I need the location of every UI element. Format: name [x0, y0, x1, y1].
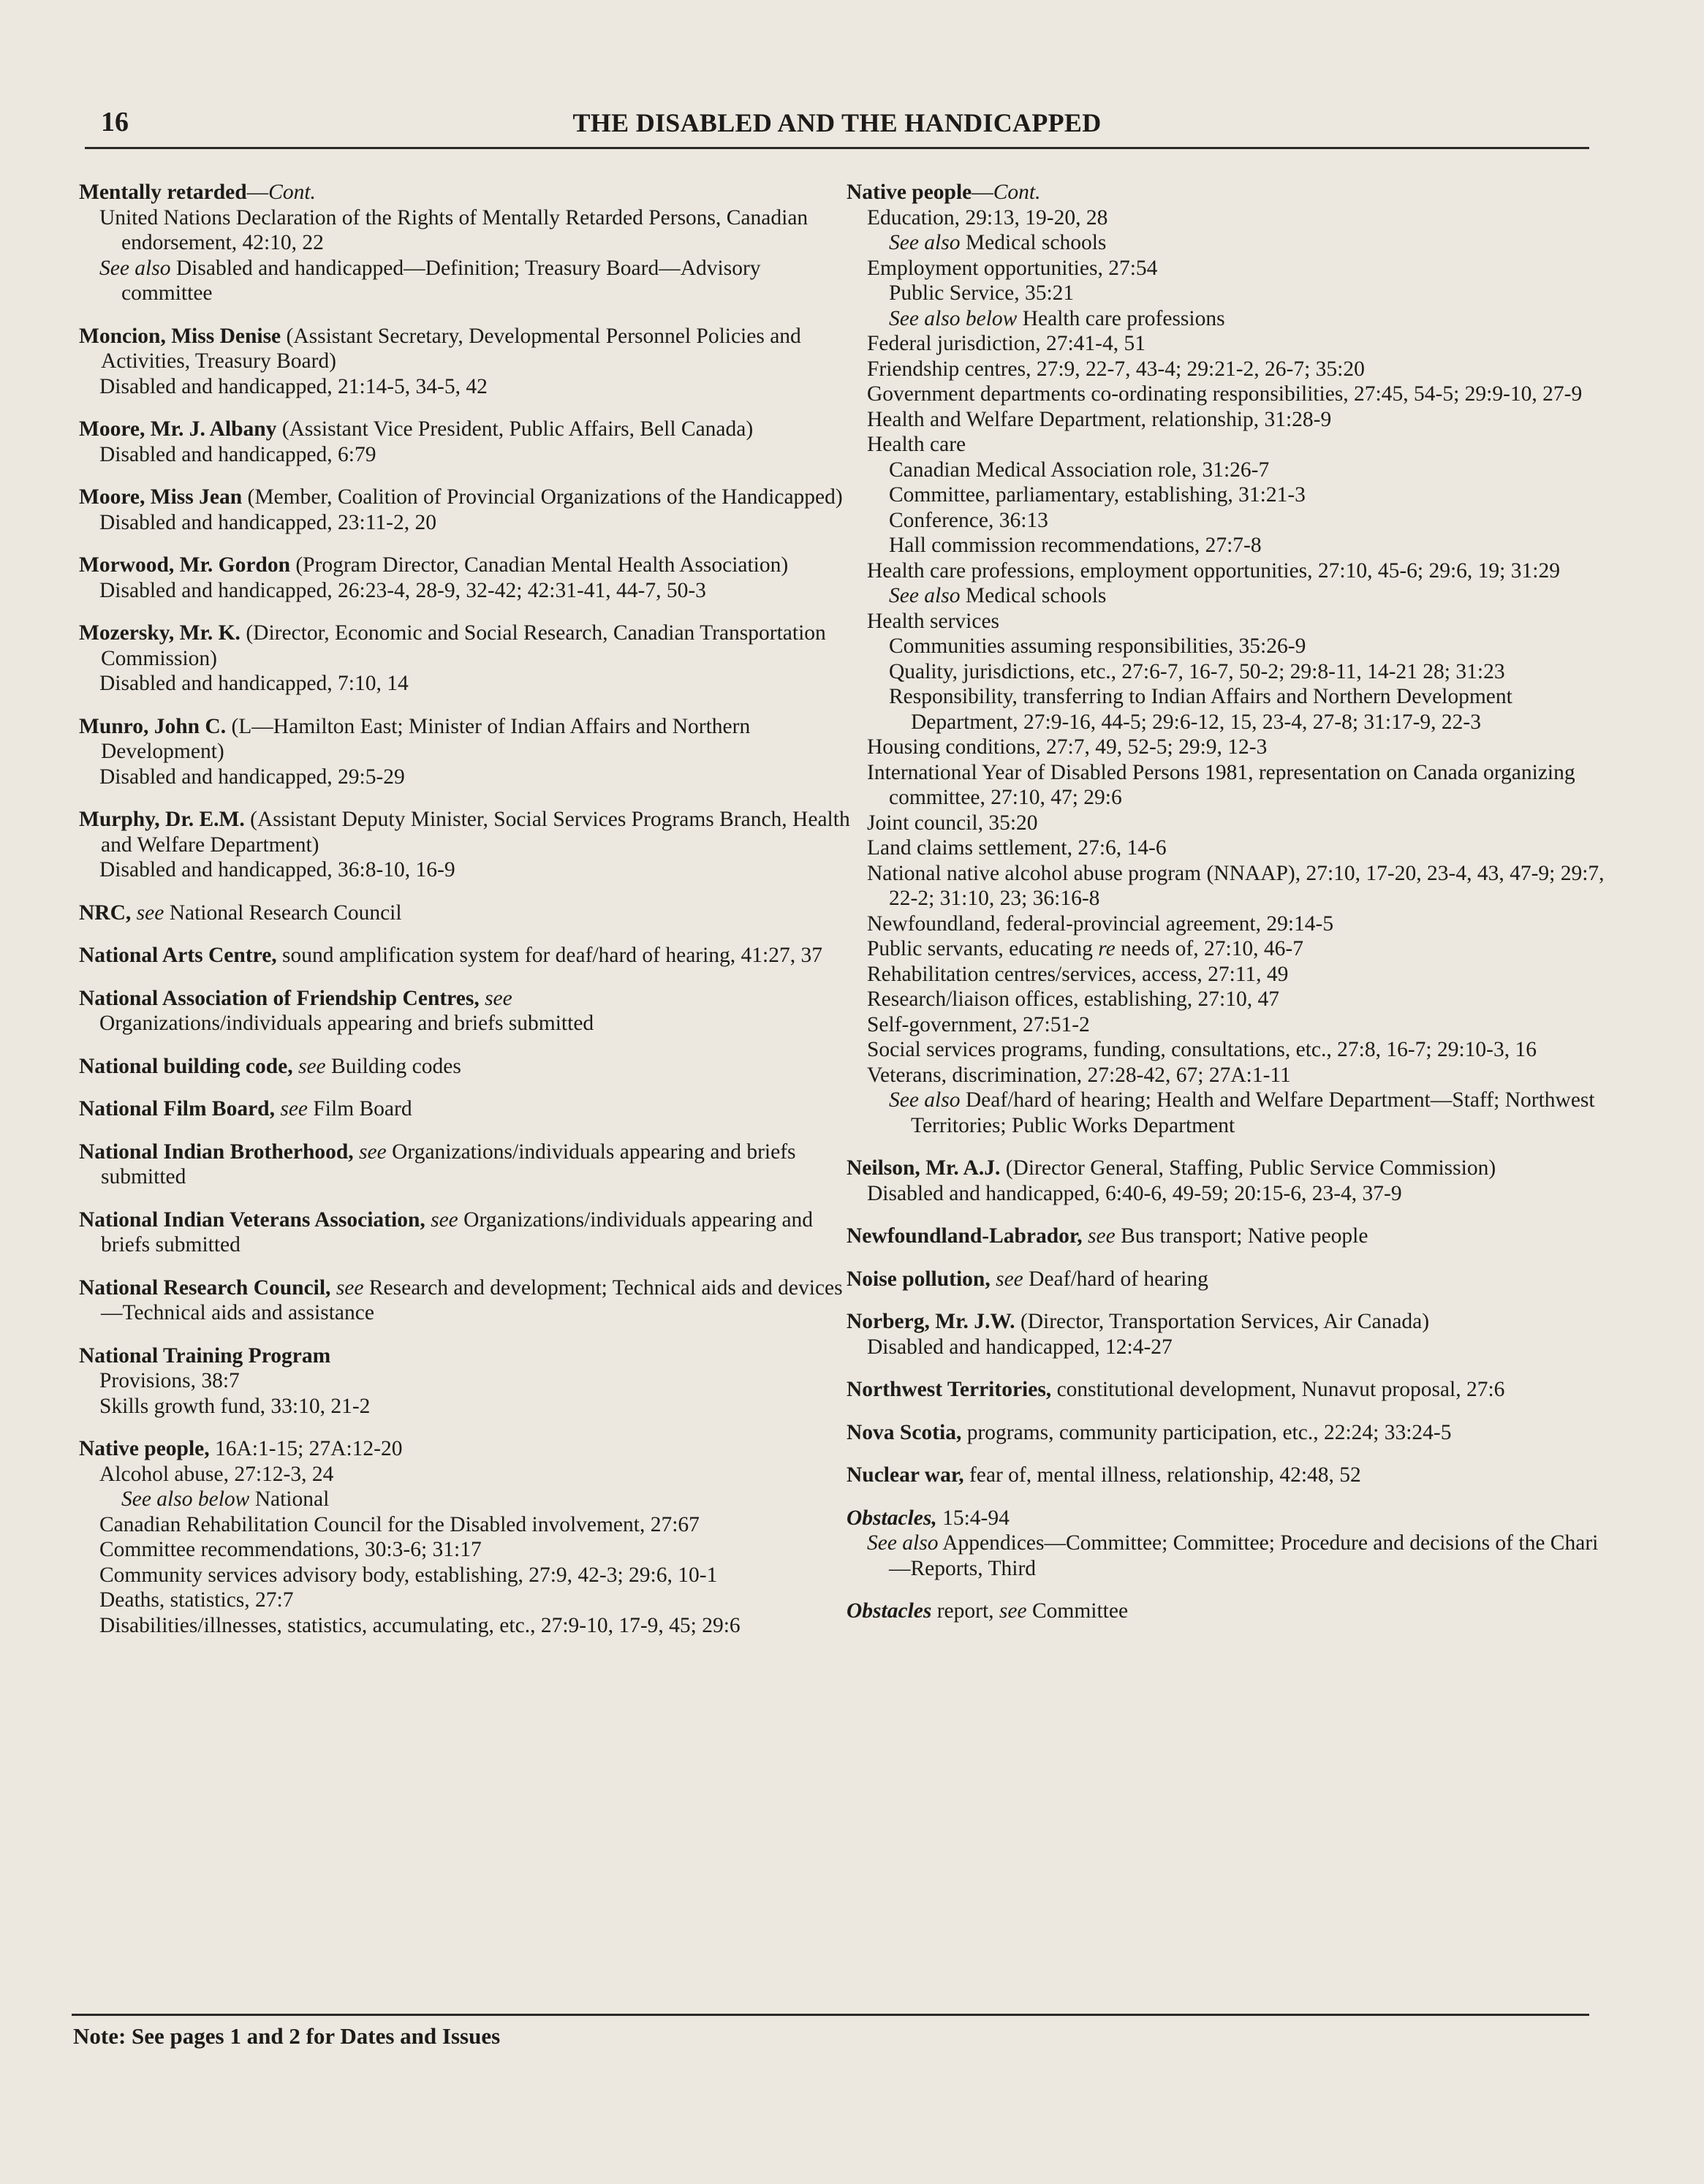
entry-text: Employment opportunities, 27:54: [867, 256, 1158, 280]
index-entry: [847, 1156, 1607, 1206]
entry-subline: [99, 1512, 854, 1538]
entry-text: See also below: [121, 1487, 250, 1511]
entry-text: re: [1098, 937, 1116, 960]
entry-text: International Year of Disabled Persons 1981, representation on Canada organizing committee, 27:10, 47; 29:6: [867, 760, 1575, 809]
footer-rule: [72, 2014, 847, 2016]
index-entry: [79, 1140, 854, 1190]
entry-subline: [99, 510, 854, 536]
entry-text: Building codes: [325, 1054, 461, 1078]
entry-subline: [99, 1462, 854, 1487]
entry-text: Self-government, 27:51-2: [867, 1012, 1090, 1036]
index-entry: [847, 1420, 1607, 1446]
entry-text: 15:4-94: [936, 1506, 1010, 1530]
entry-subline: [867, 962, 1607, 987]
index-entry: [79, 324, 854, 400]
entry-subline: [867, 760, 1607, 811]
page-number: 16: [101, 107, 129, 137]
entry-text: Committee recommendations, 30:3-6; 31:17: [99, 1538, 482, 1561]
entry-text: see: [993, 1599, 1027, 1623]
entry-subline: [99, 765, 854, 790]
entry-heading-line: [79, 1275, 854, 1326]
entry-text: (Assistant Deputy Minister, Social Services Programs Branch, Health and Welfare Department): [101, 808, 850, 857]
entry-term: Moncion, Miss Denise: [79, 324, 281, 348]
entry-subline: [889, 659, 1607, 685]
entry-text: National native alcohol abuse program (NNAAP), 27:10, 17-20, 23-4, 43, 47-9; 29:7, 22-2; 31:10, 23; 36:16-8: [867, 861, 1605, 910]
entry-text: Appendices—Committee; Committee; Procedure and decisions of the Chari—Reports, Third: [889, 1531, 1599, 1580]
entry-heading-line: [847, 1156, 1607, 1181]
entry-text: Disabled and handicapped, 6:40-6, 49-59; 20:15-6, 23-4, 37-9: [867, 1181, 1402, 1205]
entry-subline: [889, 230, 1607, 256]
entry-heading-line: [847, 180, 1607, 205]
index-entry: [79, 807, 854, 883]
entry-text: Public servants, educating: [867, 937, 1099, 960]
entry-text: Cont.: [268, 181, 316, 204]
index-entry: [79, 943, 854, 968]
entry-text: Canadian Rehabilitation Council for the Disabled involvement, 27:67: [99, 1512, 700, 1536]
entry-subline: [99, 374, 854, 400]
entry-heading-line: [79, 621, 854, 671]
index-entry: [79, 1096, 854, 1122]
entry-text: see: [131, 900, 164, 925]
index-entry: [847, 1309, 1607, 1360]
entry-text: (L—Hamilton East; Minister of Indian Affairs and Northern Development): [101, 714, 751, 763]
entry-subline: [99, 1588, 854, 1613]
entry-text: National: [249, 1487, 330, 1511]
entry-text: see: [274, 1097, 308, 1121]
entry-subline: [889, 634, 1607, 659]
entry-subline: [889, 533, 1607, 558]
entry-text: fear of, mental illness, relationship, 42:48, 52: [963, 1463, 1361, 1487]
entry-term: National building code,: [79, 1054, 293, 1078]
entry-subline: [889, 508, 1607, 534]
entry-term: Moore, Miss Jean: [79, 485, 243, 509]
entry-text: Joint council, 35:20: [867, 811, 1038, 835]
entry-term: Mozersky, Mr. K.: [79, 621, 241, 645]
header-rule: [85, 147, 1589, 149]
entry-text: (Director General, Staffing, Public Service Commission): [1000, 1156, 1496, 1180]
entry-subline: [99, 1011, 854, 1036]
entry-subline: [867, 382, 1607, 407]
entry-heading-line: [847, 1267, 1607, 1292]
entry-subline: [867, 205, 1607, 231]
entry-text: Responsibility, transferring to Indian Affairs and Northern Development Department, 27:9-16, 44-5; 29:6-12, 15, 23-4, 27-8; 31:17-9, 22-3: [889, 685, 1512, 734]
entry-text: Housing conditions, 27:7, 49, 52-5; 29:9, 12-3: [867, 735, 1268, 759]
entry-text: Newfoundland, federal-provincial agreement, 29:14-5: [867, 911, 1334, 936]
entry-text: Research/liaison offices, establishing, 27:10, 47: [867, 987, 1279, 1011]
entry-text: Government departments co-ordinating responsibilities, 27:45, 54-5; 29:9-10, 27-9: [867, 382, 1583, 406]
entry-text: Health and Welfare Department, relationship, 31:28-9: [867, 407, 1332, 431]
entry-heading-line: [79, 553, 854, 578]
entry-term: Moore, Mr. J. Albany: [79, 417, 277, 441]
entry-text: see: [1082, 1224, 1116, 1248]
index-entry: [79, 621, 854, 697]
entry-term: National Film Board,: [79, 1097, 275, 1121]
entry-subline: [99, 1613, 854, 1639]
entry-heading-line: [79, 943, 854, 968]
index-entry: [847, 1463, 1607, 1488]
entry-text: Research and development; Technical aids and devices—Technical aids and assistance: [101, 1275, 843, 1324]
entry-heading-line: [79, 1054, 854, 1080]
entry-text: Federal jurisdiction, 27:41-4, 51: [867, 332, 1146, 355]
entry-text: Organizations/individuals appearing and briefs submitted: [101, 1140, 796, 1188]
entry-term: Neilson, Mr. A.J.: [847, 1156, 1001, 1180]
entry-text: Quality, jurisdictions, etc., 27:6-7, 16-7, 50-2; 29:8-11, 14-21 28; 31:23: [889, 659, 1505, 683]
index-entry: [79, 986, 854, 1036]
entry-subline: [867, 1181, 1607, 1207]
entry-term: National Arts Centre,: [79, 944, 277, 967]
entry-subline: [867, 811, 1607, 836]
entry-text: needs of, 27:10, 46-7: [1115, 937, 1303, 960]
entry-text: Disabled and handicapped, 23:11-2, 20: [99, 510, 436, 534]
entry-text: programs, community participation, etc., 22:24; 33:24-5: [961, 1420, 1452, 1444]
entry-heading-line: [79, 807, 854, 857]
entry-subline: [121, 1487, 854, 1512]
right-column: [847, 180, 1607, 1642]
entry-term: Nova Scotia,: [847, 1420, 962, 1444]
entry-subline: [99, 256, 854, 306]
entry-heading-line: [79, 417, 854, 442]
entry-text: Canadian Medical Association role, 31:26-7: [889, 458, 1270, 482]
entry-subline: [99, 1394, 854, 1419]
index-entry: [79, 714, 854, 790]
entry-text: 16A:1-15; 27A:12-20: [209, 1437, 403, 1460]
index-entry: [847, 1506, 1607, 1582]
entry-text: see: [479, 986, 512, 1010]
running-title: THE DISABLED AND THE HANDICAPPED: [572, 108, 1102, 137]
entry-text: see: [353, 1140, 387, 1164]
entry-text: Communities assuming responsibilities, 35:26-9: [889, 634, 1306, 658]
entry-text: Hall commission recommendations, 27:7-8: [889, 534, 1262, 557]
entry-heading-line: [79, 1436, 854, 1462]
entry-text: (Director, Transportation Services, Air Canada): [1015, 1310, 1430, 1333]
entry-text: Disabled and handicapped, 7:10, 14: [99, 672, 409, 695]
entry-subline: [867, 861, 1607, 911]
entry-term: NRC,: [79, 900, 132, 925]
entry-term: National Research Council,: [79, 1275, 331, 1300]
entry-subline: [99, 1563, 854, 1588]
entry-subline: [867, 357, 1607, 382]
entry-text: See also: [889, 584, 961, 607]
entry-text: Medical schools: [960, 231, 1107, 254]
entry-term: Native people,: [79, 1437, 210, 1460]
entry-heading-line: [847, 1599, 1607, 1624]
entry-text: (Member, Coalition of Provincial Organizations of the Handicapped): [242, 485, 843, 509]
entry-text: Disabled and handicapped, 12:4-27: [867, 1335, 1173, 1359]
entry-heading-line: [79, 180, 854, 205]
entry-subline: [889, 583, 1607, 609]
entry-text: see: [292, 1054, 326, 1078]
entry-heading-line: [847, 1309, 1607, 1335]
index-entry: [79, 180, 854, 306]
entry-text: Disabilities/illnesses, statistics, accumulating, etc., 27:9-10, 17-9, 45; 29:6: [99, 1613, 741, 1637]
entry-heading-line: [79, 1343, 854, 1369]
entry-subline: [99, 578, 854, 604]
entry-text: constitutional development, Nunavut proposal, 27:6: [1051, 1378, 1505, 1401]
entry-text: Veterans, discrimination, 27:28-42, 67; 27A:1-11: [867, 1063, 1291, 1087]
entry-term: National Indian Veterans Association,: [79, 1207, 425, 1232]
entry-text: Conference, 36:13: [889, 508, 1048, 532]
entry-text: Community services advisory body, establishing, 27:9, 42-3; 29:6, 10-1: [99, 1563, 718, 1587]
entry-heading-line: [79, 485, 854, 510]
footer-note: Note: See pages 1 and 2 for Dates and Issues: [73, 2023, 501, 2049]
entry-subline: [889, 1088, 1607, 1138]
index-entry: [79, 1054, 854, 1080]
entry-text: —: [246, 181, 269, 204]
entry-text: Deaf/hard of hearing: [1023, 1267, 1208, 1291]
entry-text: Health care professions, employment opportunities, 27:10, 45-6; 29:6, 19; 31:29: [867, 558, 1560, 583]
entry-term: National Indian Brotherhood,: [79, 1140, 354, 1164]
index-entry: [847, 1267, 1607, 1292]
index-entry: [847, 180, 1607, 1138]
entry-text: Bus transport; Native people: [1115, 1224, 1368, 1248]
entry-subline: [867, 432, 1607, 458]
entry-heading-line: [847, 1224, 1607, 1249]
entry-term: Native people: [847, 181, 972, 204]
entry-term: Noise pollution,: [847, 1267, 991, 1291]
entry-text: Organizations/individuals appearing and briefs submitted: [99, 1012, 594, 1035]
entry-subline: [889, 482, 1607, 508]
index-entry: [79, 485, 854, 535]
entry-term: Obstacles: [847, 1599, 932, 1623]
entry-text: (Assistant Secretary, Developmental Personnel Policies and Activities, Treasury Board): [101, 324, 801, 373]
entry-subline: [867, 331, 1607, 357]
entry-subline: [889, 684, 1607, 735]
entry-subline: [889, 458, 1607, 483]
entry-term: National Training Program: [79, 1343, 331, 1368]
entry-heading-line: [847, 1463, 1607, 1488]
entry-subline: [867, 1335, 1607, 1360]
entry-text: see: [425, 1207, 458, 1232]
entry-text: Provisions, 38:7: [99, 1369, 240, 1392]
entry-text: See also: [889, 231, 961, 254]
entry-text: Land claims settlement, 27:6, 14-6: [867, 836, 1167, 860]
index-entry: [847, 1599, 1607, 1624]
entry-heading-line: [79, 986, 854, 1012]
entry-text: See also: [889, 1088, 961, 1112]
entry-text: Medical schools: [960, 584, 1107, 607]
entry-subline: [99, 1537, 854, 1563]
entry-term: Newfoundland-Labrador,: [847, 1224, 1083, 1248]
entry-subline: [99, 205, 854, 256]
entry-term: Northwest Territories,: [847, 1378, 1052, 1401]
entry-text: sound amplification system for deaf/hard of hearing, 41:27, 37: [276, 944, 823, 967]
entry-text: Social services programs, funding, consultations, etc., 27:8, 16-7; 29:10-3, 16: [867, 1038, 1537, 1061]
entry-heading-line: [79, 1140, 854, 1190]
entry-text: Education, 29:13, 19-20, 28: [867, 205, 1108, 230]
index-entry: [79, 1207, 854, 1258]
entry-text: Deaf/hard of hearing; Health and Welfare Department—Staff; Northwest Territories; Public Works Department: [911, 1088, 1595, 1137]
entry-term: Norberg, Mr. J.W.: [847, 1310, 1015, 1333]
entry-text: see: [330, 1275, 364, 1300]
entry-subline: [867, 1063, 1607, 1088]
index-entry: [79, 417, 854, 467]
entry-text: Disabled and handicapped, 29:5-29: [99, 765, 405, 789]
index-entry: [79, 1275, 854, 1326]
entry-text: report,: [931, 1599, 994, 1623]
entry-text: United Nations Declaration of the Rights of Mentally Retarded Persons, Canadian endorsement, 42:10, 22: [99, 205, 809, 254]
entry-text: (Program Director, Canadian Mental Health Association): [289, 553, 789, 577]
entry-subline: [99, 857, 854, 883]
entry-text: (Director, Economic and Social Research, Canadian Transportation Commission): [101, 621, 826, 670]
index-entry: [79, 900, 854, 926]
entry-text: Film Board: [308, 1097, 412, 1121]
entry-heading-line: [847, 1420, 1607, 1446]
entry-text: Committee, parliamentary, establishing, 31:21-3: [889, 483, 1306, 507]
entry-heading-line: [79, 900, 854, 926]
entry-subline: [867, 256, 1607, 281]
entry-text: See also: [99, 256, 171, 280]
entry-text: Organizations/individuals appearing and briefs submitted: [101, 1207, 814, 1256]
entry-text: Alcohol abuse, 27:12-3, 24: [99, 1462, 334, 1486]
entry-subline: [867, 1531, 1607, 1581]
entry-subline: [99, 442, 854, 468]
entry-text: Disabled and handicapped, 21:14-5, 34-5, 42: [99, 374, 488, 398]
entry-text: (Assistant Vice President, Public Affairs, Bell Canada): [276, 417, 754, 441]
entry-term: Morwood, Mr. Gordon: [79, 553, 290, 577]
index-entry: [79, 1343, 854, 1419]
entry-heading-line: [79, 1096, 854, 1122]
footer-rule: [847, 2014, 1589, 2016]
entry-text: Health services: [867, 609, 1000, 633]
entry-text: Health care professions: [1017, 306, 1225, 330]
entry-text: Disabled and handicapped, 36:8-10, 16-9: [99, 858, 455, 881]
entry-subline: [867, 1037, 1607, 1063]
entry-subline: [867, 609, 1607, 634]
entry-heading-line: [847, 1506, 1607, 1531]
entry-text: See also below: [889, 306, 1018, 330]
entry-heading-line: [79, 1207, 854, 1258]
left-column: [79, 180, 854, 1656]
entry-term: National Association of Friendship Centres,: [79, 986, 480, 1010]
entry-text: Skills growth fund, 33:10, 21-2: [99, 1394, 371, 1418]
entry-heading-line: [79, 714, 854, 765]
entry-term: Munro, John C.: [79, 714, 227, 738]
entry-subline: [889, 281, 1607, 306]
entry-text: Disabled and handicapped, 6:79: [99, 442, 376, 466]
entry-subline: [867, 735, 1607, 760]
index-entry: [79, 553, 854, 603]
entry-text: —: [972, 181, 993, 204]
entry-text: Health care: [867, 433, 966, 456]
entry-heading-line: [79, 324, 854, 374]
entry-term: Nuclear war,: [847, 1463, 964, 1487]
entry-subline: [889, 306, 1607, 332]
entry-subline: [867, 835, 1607, 861]
entry-text: Cont.: [993, 181, 1041, 204]
entry-text: See also: [867, 1531, 939, 1555]
entry-text: Rehabilitation centres/services, access, 27:11, 49: [867, 962, 1289, 986]
entry-text: Deaths, statistics, 27:7: [99, 1588, 294, 1612]
entry-text: see: [990, 1267, 1023, 1291]
entry-term: Murphy, Dr. E.M.: [79, 808, 245, 831]
entry-subline: [99, 671, 854, 697]
entry-subline: [867, 936, 1607, 962]
entry-heading-line: [847, 1377, 1607, 1403]
index-entry: [79, 1436, 854, 1638]
entry-text: Friendship centres, 27:9, 22-7, 43-4; 29:21-2, 26-7; 35:20: [867, 357, 1365, 381]
entry-text: Disabled and handicapped—Definition; Treasury Board—Advisory committee: [121, 256, 761, 305]
page-header: [85, 106, 1589, 150]
entry-subline: [867, 911, 1607, 937]
index-entry: [847, 1377, 1607, 1403]
entry-subline: [99, 1368, 854, 1394]
entry-term: Obstacles,: [847, 1506, 937, 1530]
entry-term: Mentally retarded: [79, 181, 247, 204]
entry-text: National Research Council: [164, 900, 402, 925]
entry-text: Public Service, 35:21: [889, 281, 1075, 305]
entry-text: Committee: [1026, 1599, 1129, 1623]
entry-subline: [867, 987, 1607, 1012]
entry-subline: [867, 558, 1607, 584]
entry-subline: [867, 1012, 1607, 1038]
entry-text: Disabled and handicapped, 26:23-4, 28-9, 32-42; 42:31-41, 44-7, 50-3: [99, 578, 706, 602]
entry-subline: [867, 407, 1607, 433]
index-entry: [847, 1224, 1607, 1249]
